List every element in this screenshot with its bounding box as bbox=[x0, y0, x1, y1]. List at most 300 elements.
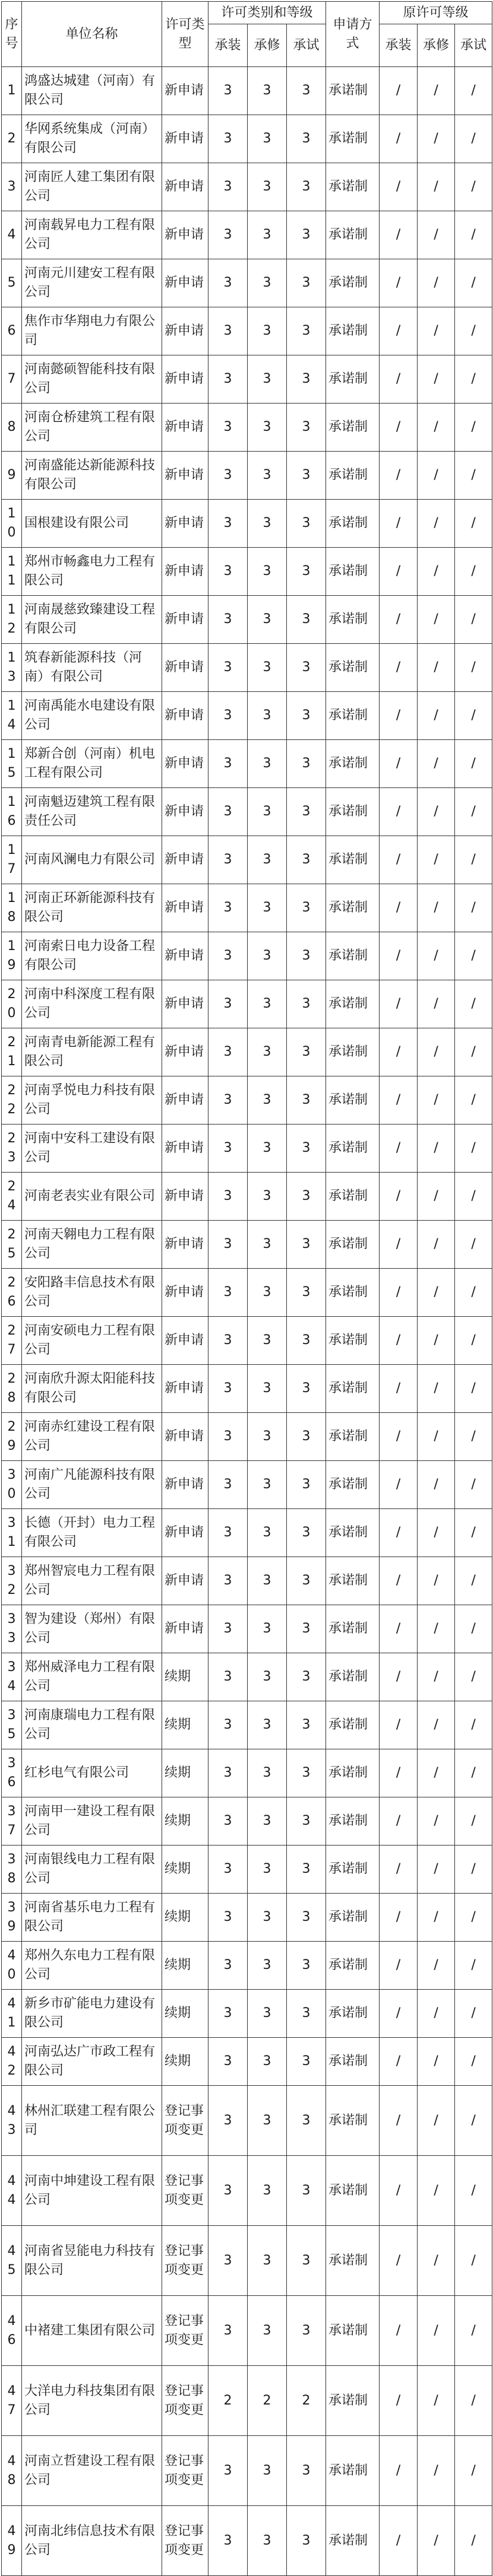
table-row bbox=[2, 2226, 492, 2296]
cell-repair-level: 3 bbox=[248, 2296, 287, 2366]
cell-unit-name: 河南中坤建设工程有限公司 bbox=[22, 2156, 162, 2226]
cell-unit-name: 河南索日电力设备工程有限公司 bbox=[22, 932, 162, 980]
table-row bbox=[2, 836, 492, 884]
cell-test-level: 3 bbox=[287, 163, 326, 211]
cell-orig-test: / bbox=[455, 788, 492, 836]
cell-orig-install: / bbox=[380, 980, 418, 1028]
cell-orig-test: / bbox=[455, 2156, 492, 2226]
cell-apply-method: 承诺制 bbox=[326, 452, 380, 500]
cell-apply-method: 承诺制 bbox=[326, 1221, 380, 1269]
cell-orig-repair: / bbox=[418, 1317, 455, 1365]
cell-no: 15 bbox=[2, 740, 22, 788]
cell-test-level: 3 bbox=[287, 1173, 326, 1221]
table-row bbox=[2, 1749, 492, 1797]
cell-orig-install: / bbox=[380, 1413, 418, 1461]
cell-install-level: 3 bbox=[208, 980, 248, 1028]
header-orig-repair: 承修 bbox=[418, 24, 455, 67]
cell-apply-method: 承诺制 bbox=[326, 1125, 380, 1173]
cell-permit-type: 新申请 bbox=[162, 884, 208, 932]
cell-test-level: 3 bbox=[287, 2296, 326, 2366]
cell-unit-name: 河南元川建安工程有限公司 bbox=[22, 259, 162, 307]
cell-repair-level: 3 bbox=[248, 67, 287, 115]
cell-no: 28 bbox=[2, 1365, 22, 1413]
cell-repair-level: 3 bbox=[248, 2436, 287, 2506]
cell-install-level: 3 bbox=[208, 1605, 248, 1653]
cell-apply-method: 承诺制 bbox=[326, 1076, 380, 1125]
cell-no: 45 bbox=[2, 2226, 22, 2296]
cell-apply-method: 承诺制 bbox=[326, 1942, 380, 1990]
cell-unit-name: 河南赤红建设工程有限公司 bbox=[22, 1413, 162, 1461]
cell-no: 16 bbox=[2, 788, 22, 836]
cell-install-level: 3 bbox=[208, 163, 248, 211]
header-permit-class-level: 许可类别和等级 bbox=[208, 2, 326, 24]
cell-no: 9 bbox=[2, 452, 22, 500]
table-row bbox=[2, 692, 492, 740]
cell-unit-name: 焦作市华翔电力有限公司 bbox=[22, 307, 162, 355]
cell-repair-level: 2 bbox=[248, 2366, 287, 2436]
cell-unit-name: 河南中科深度工程有限公司 bbox=[22, 980, 162, 1028]
table-row bbox=[2, 2506, 492, 2576]
cell-orig-test: / bbox=[455, 1413, 492, 1461]
cell-no: 48 bbox=[2, 2436, 22, 2506]
cell-no: 22 bbox=[2, 1076, 22, 1125]
cell-orig-install: / bbox=[380, 404, 418, 452]
cell-orig-install: / bbox=[380, 1509, 418, 1557]
cell-orig-install: / bbox=[380, 355, 418, 404]
cell-apply-method: 承诺制 bbox=[326, 1461, 380, 1509]
cell-repair-level: 3 bbox=[248, 836, 287, 884]
header-no: 序号 bbox=[2, 2, 22, 67]
cell-orig-test: / bbox=[455, 2038, 492, 2086]
cell-permit-type: 新申请 bbox=[162, 836, 208, 884]
cell-orig-install: / bbox=[380, 1125, 418, 1173]
cell-apply-method: 承诺制 bbox=[326, 2038, 380, 2086]
table-row bbox=[2, 2038, 492, 2086]
cell-apply-method: 承诺制 bbox=[326, 1269, 380, 1317]
cell-test-level: 3 bbox=[287, 1028, 326, 1076]
cell-orig-test: / bbox=[455, 836, 492, 884]
table-row bbox=[2, 259, 492, 307]
cell-test-level: 3 bbox=[287, 1365, 326, 1413]
cell-apply-method: 承诺制 bbox=[326, 884, 380, 932]
cell-apply-method: 承诺制 bbox=[326, 1173, 380, 1221]
cell-permit-type: 新申请 bbox=[162, 788, 208, 836]
cell-orig-repair: / bbox=[418, 1125, 455, 1173]
cell-permit-type: 新申请 bbox=[162, 1269, 208, 1317]
cell-orig-test: / bbox=[455, 2366, 492, 2436]
cell-orig-test: / bbox=[455, 980, 492, 1028]
cell-repair-level: 3 bbox=[248, 1605, 287, 1653]
cell-unit-name: 河南匠人建工集团有限公司 bbox=[22, 163, 162, 211]
cell-orig-test: / bbox=[455, 932, 492, 980]
table-row bbox=[2, 740, 492, 788]
table-row bbox=[2, 2086, 492, 2156]
cell-install-level: 3 bbox=[208, 1797, 248, 1846]
cell-apply-method: 承诺制 bbox=[326, 692, 380, 740]
cell-orig-test: / bbox=[455, 1028, 492, 1076]
cell-test-level: 3 bbox=[287, 788, 326, 836]
cell-no: 49 bbox=[2, 2506, 22, 2576]
cell-orig-install: / bbox=[380, 307, 418, 355]
cell-orig-install: / bbox=[380, 163, 418, 211]
cell-unit-name: 河南弘达广市政工程有限公司 bbox=[22, 2038, 162, 2086]
cell-no: 5 bbox=[2, 259, 22, 307]
cell-repair-level: 3 bbox=[248, 1797, 287, 1846]
cell-unit-name: 河南康瑞电力工程有限公司 bbox=[22, 1701, 162, 1749]
cell-repair-level: 3 bbox=[248, 1653, 287, 1701]
cell-permit-type: 新申请 bbox=[162, 740, 208, 788]
cell-install-level: 3 bbox=[208, 836, 248, 884]
cell-orig-install: / bbox=[380, 788, 418, 836]
cell-unit-name: 河南魁迈建筑工程有限责任公司 bbox=[22, 788, 162, 836]
cell-orig-test: / bbox=[455, 884, 492, 932]
cell-install-level: 2 bbox=[208, 2366, 248, 2436]
table-row bbox=[2, 404, 492, 452]
cell-orig-install: / bbox=[380, 67, 418, 115]
cell-apply-method: 承诺制 bbox=[326, 1846, 380, 1894]
cell-apply-method: 承诺制 bbox=[326, 163, 380, 211]
cell-orig-install: / bbox=[380, 1653, 418, 1701]
cell-orig-test: / bbox=[455, 1605, 492, 1653]
cell-install-level: 3 bbox=[208, 1990, 248, 2038]
cell-orig-repair: / bbox=[418, 692, 455, 740]
cell-install-level: 3 bbox=[208, 2038, 248, 2086]
cell-unit-name: 河南天翱电力工程有限公司 bbox=[22, 1221, 162, 1269]
cell-permit-type: 登记事项变更 bbox=[162, 2296, 208, 2366]
cell-orig-repair: / bbox=[418, 740, 455, 788]
cell-orig-repair: / bbox=[418, 211, 455, 259]
cell-no: 36 bbox=[2, 1749, 22, 1797]
cell-test-level: 3 bbox=[287, 1557, 326, 1605]
cell-orig-repair: / bbox=[418, 596, 455, 644]
cell-permit-type: 续期 bbox=[162, 1749, 208, 1797]
cell-orig-repair: / bbox=[418, 1221, 455, 1269]
table-row bbox=[2, 1365, 492, 1413]
cell-orig-install: / bbox=[380, 1701, 418, 1749]
cell-orig-repair: / bbox=[418, 1173, 455, 1221]
cell-orig-test: / bbox=[455, 1317, 492, 1365]
cell-apply-method: 承诺制 bbox=[326, 2506, 380, 2576]
cell-test-level: 3 bbox=[287, 2086, 326, 2156]
cell-unit-name: 河南安硕电力工程有限公司 bbox=[22, 1317, 162, 1365]
cell-permit-type: 新申请 bbox=[162, 1461, 208, 1509]
cell-orig-install: / bbox=[380, 644, 418, 692]
cell-test-level: 3 bbox=[287, 452, 326, 500]
table-row bbox=[2, 932, 492, 980]
cell-permit-type: 新申请 bbox=[162, 1028, 208, 1076]
cell-orig-test: / bbox=[455, 211, 492, 259]
cell-orig-test: / bbox=[455, 1269, 492, 1317]
cell-unit-name: 河南省基乐电力工程有限公司 bbox=[22, 1894, 162, 1942]
cell-permit-type: 新申请 bbox=[162, 1557, 208, 1605]
cell-no: 39 bbox=[2, 1894, 22, 1942]
cell-install-level: 3 bbox=[208, 2156, 248, 2226]
cell-permit-type: 新申请 bbox=[162, 307, 208, 355]
header-original-level: 原许可等级 bbox=[380, 2, 492, 24]
cell-permit-type: 续期 bbox=[162, 1701, 208, 1749]
cell-orig-test: / bbox=[455, 1125, 492, 1173]
cell-no: 20 bbox=[2, 980, 22, 1028]
cell-test-level: 3 bbox=[287, 596, 326, 644]
cell-unit-name: 河南省昱能电力科技有限公司 bbox=[22, 2226, 162, 2296]
table-row bbox=[2, 644, 492, 692]
cell-test-level: 3 bbox=[287, 1269, 326, 1317]
cell-orig-install: / bbox=[380, 740, 418, 788]
cell-orig-install: / bbox=[380, 1461, 418, 1509]
cell-apply-method: 承诺制 bbox=[326, 259, 380, 307]
cell-test-level: 3 bbox=[287, 692, 326, 740]
table-row bbox=[2, 67, 492, 115]
table-row bbox=[2, 1605, 492, 1653]
cell-permit-type: 新申请 bbox=[162, 1317, 208, 1365]
table-row bbox=[2, 2366, 492, 2436]
cell-apply-method: 承诺制 bbox=[326, 932, 380, 980]
cell-install-level: 3 bbox=[208, 1894, 248, 1942]
cell-orig-install: / bbox=[380, 1942, 418, 1990]
cell-permit-type: 新申请 bbox=[162, 596, 208, 644]
cell-orig-repair: / bbox=[418, 1749, 455, 1797]
table-row bbox=[2, 1028, 492, 1076]
cell-install-level: 3 bbox=[208, 548, 248, 596]
cell-apply-method: 承诺制 bbox=[326, 596, 380, 644]
cell-test-level: 3 bbox=[287, 1221, 326, 1269]
cell-orig-install: / bbox=[380, 1173, 418, 1221]
cell-permit-type: 新申请 bbox=[162, 692, 208, 740]
cell-apply-method: 承诺制 bbox=[326, 1317, 380, 1365]
cell-test-level: 3 bbox=[287, 1846, 326, 1894]
cell-orig-test: / bbox=[455, 500, 492, 548]
cell-unit-name: 郑州久东电力工程有限公司 bbox=[22, 1942, 162, 1990]
cell-repair-level: 3 bbox=[248, 1365, 287, 1413]
cell-permit-type: 新申请 bbox=[162, 1413, 208, 1461]
cell-install-level: 3 bbox=[208, 1749, 248, 1797]
cell-apply-method: 承诺制 bbox=[326, 2086, 380, 2156]
cell-orig-repair: / bbox=[418, 404, 455, 452]
cell-unit-name: 河南银线电力工程有限公司 bbox=[22, 1846, 162, 1894]
cell-permit-type: 登记事项变更 bbox=[162, 2366, 208, 2436]
cell-permit-type: 新申请 bbox=[162, 1125, 208, 1173]
cell-repair-level: 3 bbox=[248, 2506, 287, 2576]
cell-test-level: 3 bbox=[287, 1413, 326, 1461]
cell-install-level: 3 bbox=[208, 740, 248, 788]
cell-unit-name: 智为建设（郑州）有限公司 bbox=[22, 1605, 162, 1653]
cell-apply-method: 承诺制 bbox=[326, 2156, 380, 2226]
cell-test-level: 3 bbox=[287, 2226, 326, 2296]
cell-unit-name: 河南立哲建设工程有限公司 bbox=[22, 2436, 162, 2506]
cell-permit-type: 新申请 bbox=[162, 259, 208, 307]
cell-no: 34 bbox=[2, 1653, 22, 1701]
cell-permit-type: 续期 bbox=[162, 2038, 208, 2086]
cell-no: 17 bbox=[2, 836, 22, 884]
cell-orig-install: / bbox=[380, 452, 418, 500]
cell-orig-repair: / bbox=[418, 2038, 455, 2086]
cell-repair-level: 3 bbox=[248, 1557, 287, 1605]
cell-install-level: 3 bbox=[208, 67, 248, 115]
cell-apply-method: 承诺制 bbox=[326, 2366, 380, 2436]
table-row bbox=[2, 1653, 492, 1701]
cell-permit-type: 登记事项变更 bbox=[162, 2436, 208, 2506]
cell-install-level: 3 bbox=[208, 355, 248, 404]
cell-orig-repair: / bbox=[418, 2226, 455, 2296]
cell-permit-type: 新申请 bbox=[162, 548, 208, 596]
cell-repair-level: 3 bbox=[248, 1317, 287, 1365]
cell-orig-install: / bbox=[380, 2366, 418, 2436]
cell-permit-type: 新申请 bbox=[162, 1173, 208, 1221]
table-row bbox=[2, 884, 492, 932]
cell-orig-install: / bbox=[380, 1269, 418, 1317]
cell-apply-method: 承诺制 bbox=[326, 2296, 380, 2366]
cell-repair-level: 3 bbox=[248, 644, 287, 692]
cell-repair-level: 3 bbox=[248, 404, 287, 452]
cell-orig-repair: / bbox=[418, 1990, 455, 2038]
cell-orig-repair: / bbox=[418, 259, 455, 307]
cell-orig-test: / bbox=[455, 1557, 492, 1605]
cell-orig-test: / bbox=[455, 1942, 492, 1990]
cell-permit-type: 续期 bbox=[162, 1942, 208, 1990]
cell-repair-level: 3 bbox=[248, 2156, 287, 2226]
cell-apply-method: 承诺制 bbox=[326, 1701, 380, 1749]
cell-orig-test: / bbox=[455, 307, 492, 355]
cell-orig-repair: / bbox=[418, 1653, 455, 1701]
header-row-top bbox=[2, 2, 492, 24]
cell-test-level: 3 bbox=[287, 259, 326, 307]
cell-permit-type: 新申请 bbox=[162, 1221, 208, 1269]
table-row bbox=[2, 1076, 492, 1125]
cell-unit-name: 河南懿硕智能科技有限公司 bbox=[22, 355, 162, 404]
cell-install-level: 3 bbox=[208, 1413, 248, 1461]
cell-orig-repair: / bbox=[418, 1701, 455, 1749]
cell-permit-type: 续期 bbox=[162, 1990, 208, 2038]
cell-orig-repair: / bbox=[418, 788, 455, 836]
table-row bbox=[2, 548, 492, 596]
cell-unit-name: 红杉电气有限公司 bbox=[22, 1749, 162, 1797]
cell-permit-type: 续期 bbox=[162, 1846, 208, 1894]
cell-apply-method: 承诺制 bbox=[326, 355, 380, 404]
cell-orig-repair: / bbox=[418, 884, 455, 932]
table-row bbox=[2, 115, 492, 163]
cell-orig-test: / bbox=[455, 67, 492, 115]
cell-repair-level: 3 bbox=[248, 1413, 287, 1461]
table-row bbox=[2, 500, 492, 548]
header-sub-test: 承试 bbox=[287, 24, 326, 67]
cell-orig-repair: / bbox=[418, 548, 455, 596]
cell-no: 11 bbox=[2, 548, 22, 596]
cell-orig-repair: / bbox=[418, 115, 455, 163]
cell-orig-repair: / bbox=[418, 355, 455, 404]
cell-permit-type: 登记事项变更 bbox=[162, 2226, 208, 2296]
cell-install-level: 3 bbox=[208, 1365, 248, 1413]
cell-unit-name: 长德（开封）电力工程有限公司 bbox=[22, 1509, 162, 1557]
cell-orig-test: / bbox=[455, 596, 492, 644]
cell-no: 3 bbox=[2, 163, 22, 211]
cell-unit-name: 国根建设有限公司 bbox=[22, 500, 162, 548]
cell-no: 12 bbox=[2, 596, 22, 644]
cell-orig-repair: / bbox=[418, 2436, 455, 2506]
header-apply-method: 申请方式 bbox=[326, 2, 380, 67]
cell-orig-install: / bbox=[380, 2226, 418, 2296]
cell-test-level: 3 bbox=[287, 980, 326, 1028]
cell-install-level: 3 bbox=[208, 115, 248, 163]
cell-orig-test: / bbox=[455, 1076, 492, 1125]
cell-test-level: 3 bbox=[287, 1942, 326, 1990]
cell-no: 31 bbox=[2, 1509, 22, 1557]
cell-permit-type: 新申请 bbox=[162, 163, 208, 211]
cell-test-level: 3 bbox=[287, 404, 326, 452]
cell-test-level: 3 bbox=[287, 1990, 326, 2038]
cell-test-level: 3 bbox=[287, 884, 326, 932]
cell-repair-level: 3 bbox=[248, 2086, 287, 2156]
cell-orig-install: / bbox=[380, 548, 418, 596]
cell-permit-type: 新申请 bbox=[162, 404, 208, 452]
cell-orig-install: / bbox=[380, 1221, 418, 1269]
cell-test-level: 3 bbox=[287, 1605, 326, 1653]
cell-unit-name: 华网系统集成（河南）有限公司 bbox=[22, 115, 162, 163]
cell-apply-method: 承诺制 bbox=[326, 2436, 380, 2506]
cell-no: 23 bbox=[2, 1125, 22, 1173]
cell-orig-test: / bbox=[455, 404, 492, 452]
cell-install-level: 3 bbox=[208, 932, 248, 980]
cell-repair-level: 3 bbox=[248, 788, 287, 836]
cell-unit-name: 河南仓桥建筑工程有限公司 bbox=[22, 404, 162, 452]
cell-orig-test: / bbox=[455, 1701, 492, 1749]
cell-test-level: 3 bbox=[287, 307, 326, 355]
cell-install-level: 3 bbox=[208, 644, 248, 692]
cell-test-level: 3 bbox=[287, 2436, 326, 2506]
cell-orig-repair: / bbox=[418, 1797, 455, 1846]
table-row bbox=[2, 211, 492, 259]
cell-orig-install: / bbox=[380, 259, 418, 307]
cell-repair-level: 3 bbox=[248, 211, 287, 259]
cell-permit-type: 新申请 bbox=[162, 1076, 208, 1125]
cell-apply-method: 承诺制 bbox=[326, 1028, 380, 1076]
cell-no: 26 bbox=[2, 1269, 22, 1317]
cell-orig-test: / bbox=[455, 1173, 492, 1221]
cell-install-level: 3 bbox=[208, 788, 248, 836]
cell-orig-repair: / bbox=[418, 307, 455, 355]
cell-orig-install: / bbox=[380, 1317, 418, 1365]
cell-orig-repair: / bbox=[418, 1942, 455, 1990]
cell-repair-level: 3 bbox=[248, 115, 287, 163]
cell-orig-repair: / bbox=[418, 1413, 455, 1461]
cell-orig-repair: / bbox=[418, 2086, 455, 2156]
cell-apply-method: 承诺制 bbox=[326, 1413, 380, 1461]
cell-permit-type: 新申请 bbox=[162, 211, 208, 259]
cell-repair-level: 3 bbox=[248, 2226, 287, 2296]
cell-test-level: 3 bbox=[287, 67, 326, 115]
cell-permit-type: 登记事项变更 bbox=[162, 2086, 208, 2156]
cell-unit-name: 河南欣升源太阳能科技有限公司 bbox=[22, 1365, 162, 1413]
cell-orig-install: / bbox=[380, 211, 418, 259]
cell-orig-test: / bbox=[455, 740, 492, 788]
cell-install-level: 3 bbox=[208, 1173, 248, 1221]
cell-orig-repair: / bbox=[418, 1846, 455, 1894]
permit-table bbox=[1, 1, 492, 2576]
cell-orig-test: / bbox=[455, 2436, 492, 2506]
table-row bbox=[2, 1509, 492, 1557]
cell-test-level: 3 bbox=[287, 932, 326, 980]
cell-unit-name: 郑州威泽电力工程有限公司 bbox=[22, 1653, 162, 1701]
cell-no: 42 bbox=[2, 2038, 22, 2086]
table-row bbox=[2, 1221, 492, 1269]
cell-no: 32 bbox=[2, 1557, 22, 1605]
cell-test-level: 3 bbox=[287, 836, 326, 884]
table-body bbox=[2, 67, 492, 2576]
cell-orig-install: / bbox=[380, 2156, 418, 2226]
table-row bbox=[2, 1125, 492, 1173]
cell-orig-repair: / bbox=[418, 2296, 455, 2366]
cell-permit-type: 续期 bbox=[162, 1797, 208, 1846]
cell-permit-type: 新申请 bbox=[162, 932, 208, 980]
